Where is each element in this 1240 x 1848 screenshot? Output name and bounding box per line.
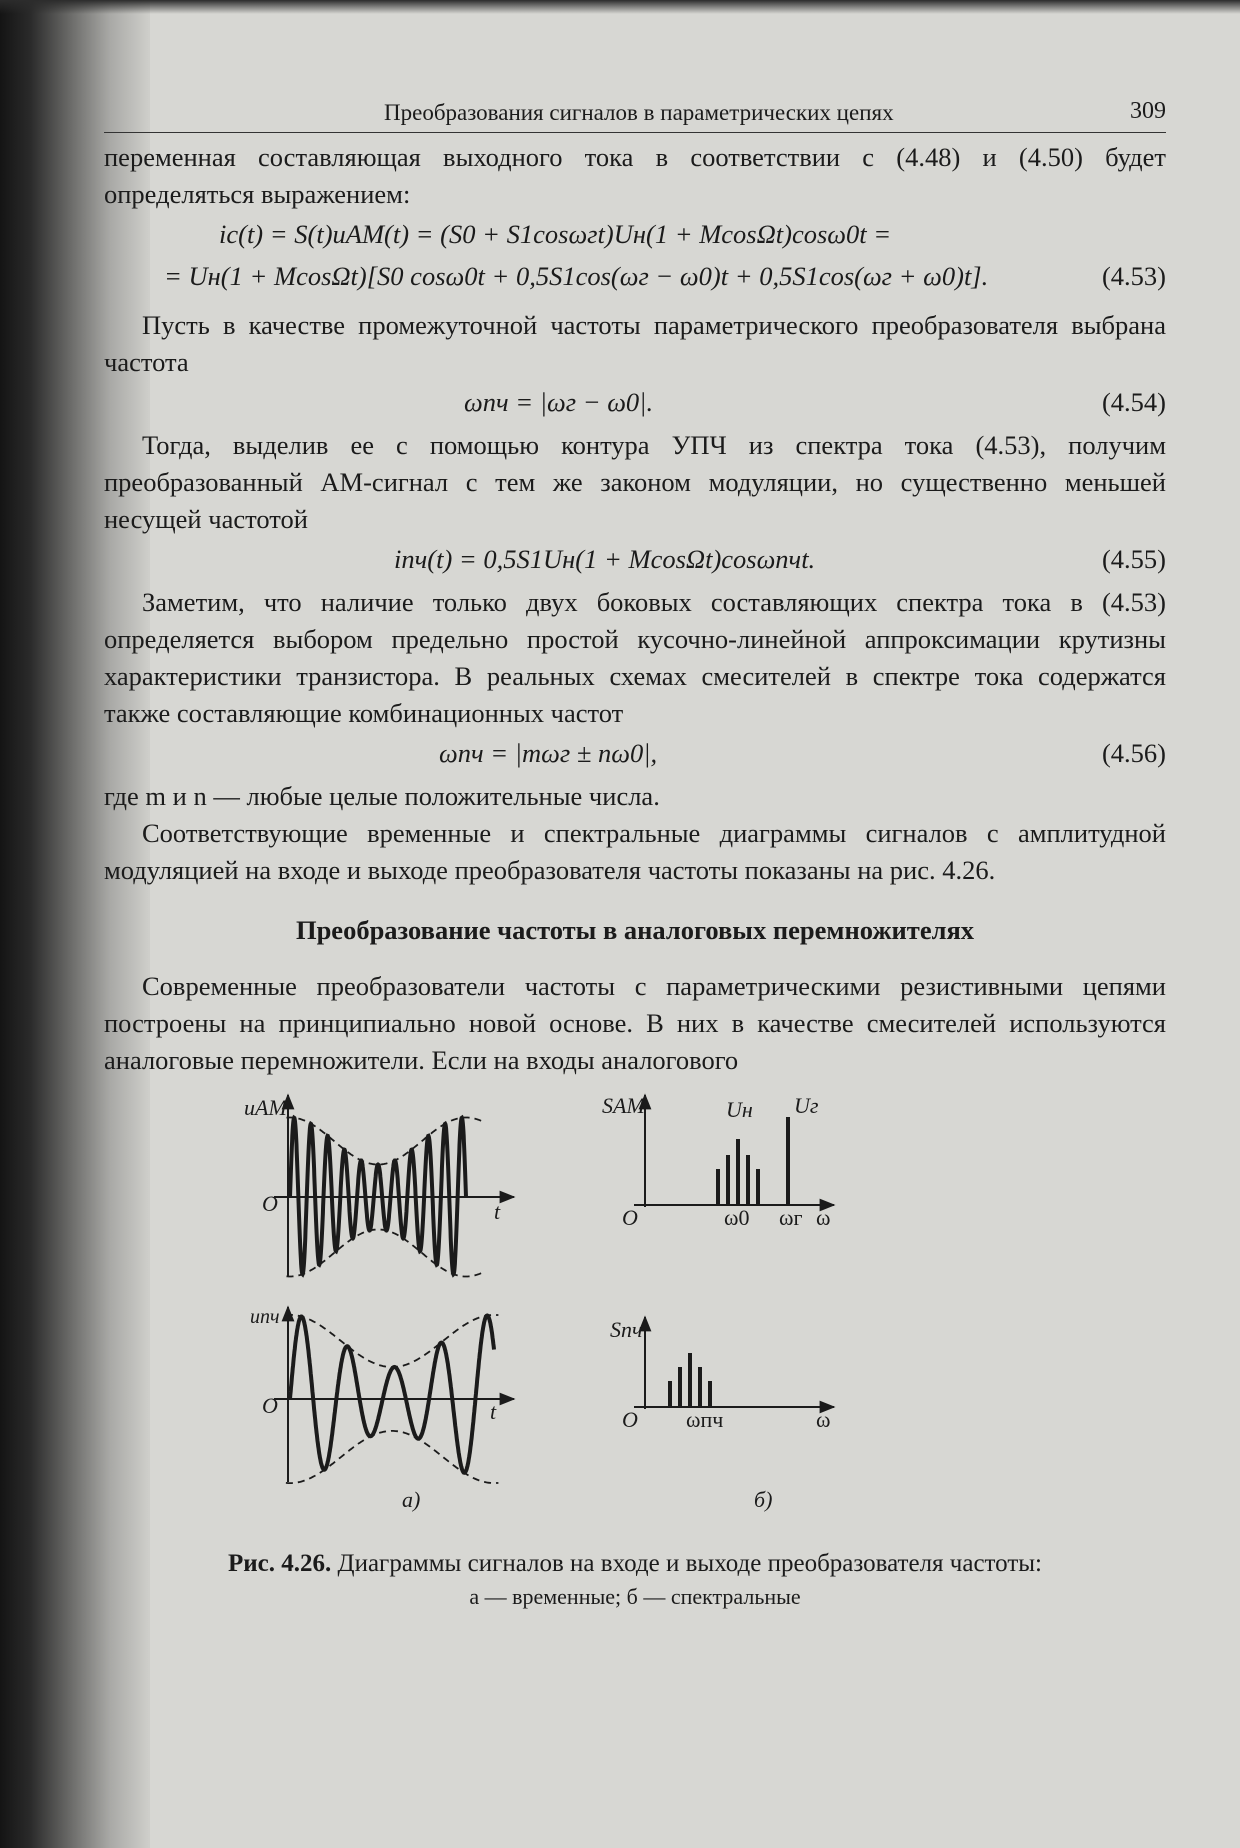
omega0-label: ω0 bbox=[724, 1205, 750, 1230]
u-pch-label: uпч bbox=[250, 1306, 280, 1328]
part-b-label: б) bbox=[754, 1487, 773, 1512]
caption-title: Рис. 4.26. bbox=[228, 1550, 332, 1577]
s-am-label: SАМ bbox=[602, 1093, 645, 1118]
book-page bbox=[104, 92, 1166, 1613]
paragraph-6: Соответствующие временные и спектральные диаграммы сигналов с амплитудной модуляцией на входе и выходе преобразователя частоты показаны на рис. 4.26. bbox=[104, 818, 1166, 885]
equation-4-53-line1 bbox=[104, 213, 1166, 255]
t-axis-label: t bbox=[490, 1399, 497, 1424]
equation-number: (4.55) bbox=[1101, 544, 1166, 574]
paragraph-1: переменная составляющая выходного тока в соответствии с (4.48) и (4.50) будет определяться выражением: bbox=[104, 142, 1166, 209]
equation-text: ωпч = |mωг ± nω0|, bbox=[439, 738, 658, 768]
equation-4-56 bbox=[104, 732, 1166, 774]
u-n-label: Uн bbox=[726, 1097, 753, 1122]
section-heading: Преобразование частоты в аналоговых перемножителях bbox=[295, 915, 975, 945]
figure-diagrams bbox=[104, 1087, 1166, 1547]
part-a-label: а) bbox=[402, 1487, 421, 1512]
omega-label: ω bbox=[816, 1407, 831, 1432]
equation-text: = Uн(1 + McosΩt)[S0 cosω0t + 0,5S1cos(ωг − ω0)t + 0,5S1cos(ωг + ω0)t]. bbox=[164, 261, 989, 291]
scan-edge-shadow bbox=[0, 0, 1240, 14]
running-head bbox=[104, 92, 1166, 133]
paragraph-5: где m и n — любые целые положительные числа. bbox=[104, 781, 660, 811]
omega-pch-label: ωпч bbox=[686, 1407, 724, 1432]
s-pch-label: Sпч bbox=[610, 1317, 643, 1342]
equation-text: ωпч = |ωг − ω0|. bbox=[464, 387, 654, 417]
t-axis-label: t bbox=[494, 1199, 501, 1224]
paragraph-2: Пусть в качестве промежуточной частоты параметрического преобразователя выбрана частота bbox=[104, 310, 1166, 377]
am-spectrum-diagram bbox=[602, 1093, 834, 1230]
equation-number: (4.54) bbox=[1101, 387, 1166, 417]
caption-text: Диаграммы сигналов на входе и выходе преобразователя частоты: bbox=[337, 1550, 1042, 1577]
origin-label: O bbox=[262, 1393, 278, 1418]
if-spectrum-diagram bbox=[610, 1317, 834, 1432]
running-head-title: Преобразования сигналов в параметрических цепях bbox=[384, 100, 894, 125]
u-g-label: Uг bbox=[794, 1093, 819, 1118]
equation-text: iпч(t) = 0,5S1Uн(1 + McosΩt)cosωпчt. bbox=[394, 544, 816, 574]
equation-4-55 bbox=[104, 538, 1166, 580]
figure-4-26 bbox=[104, 1087, 1166, 1547]
equation-4-53-line2 bbox=[104, 255, 1166, 297]
page-number: 309 bbox=[1130, 98, 1166, 124]
origin-label: O bbox=[622, 1407, 638, 1432]
figure-caption bbox=[104, 1547, 1166, 1613]
omega-g-label: ωг bbox=[779, 1205, 803, 1230]
equation-4-54 bbox=[104, 381, 1166, 423]
origin-label: O bbox=[262, 1191, 278, 1216]
paragraph-3: Тогда, выделив ее с помощью контура УПЧ из спектра тока (4.53), получим преобразованный АМ-сигнал с тем же законом модуляции, но существенно меньшей несущей частотой bbox=[104, 430, 1166, 534]
origin-label: O bbox=[622, 1205, 638, 1230]
paragraph-4: Заметим, что наличие только двух боковых составляющих спектра тока в (4.53) определяется выбором предельно простой кусочно-линейной аппроксимации крутизны характеристики транзистора. В реальных схемах смесителей в спектре тока содержатся также составляющие комбинационных частот bbox=[104, 587, 1166, 728]
equation-text: iс(t) = S(t)uАМ(t) = (S0 + S1cosωгt)Uн(1 + McosΩt)cosω0t = bbox=[219, 219, 892, 249]
u-am-label: uАМ bbox=[244, 1095, 287, 1120]
am-time-diagram bbox=[244, 1095, 514, 1277]
equation-number: (4.53) bbox=[1101, 261, 1166, 291]
paragraph-7: Современные преобразователи частоты с параметрическими резистивными цепями построены на принципиально новой основе. В них в качестве смесителей используются аналоговые перемножители. Если на входы аналогового bbox=[104, 971, 1166, 1075]
equation-number: (4.56) bbox=[1101, 738, 1166, 768]
caption-sub: а — временные; б — спектральные bbox=[469, 1584, 801, 1609]
if-time-diagram bbox=[250, 1306, 514, 1483]
omega-label: ω bbox=[816, 1205, 831, 1230]
